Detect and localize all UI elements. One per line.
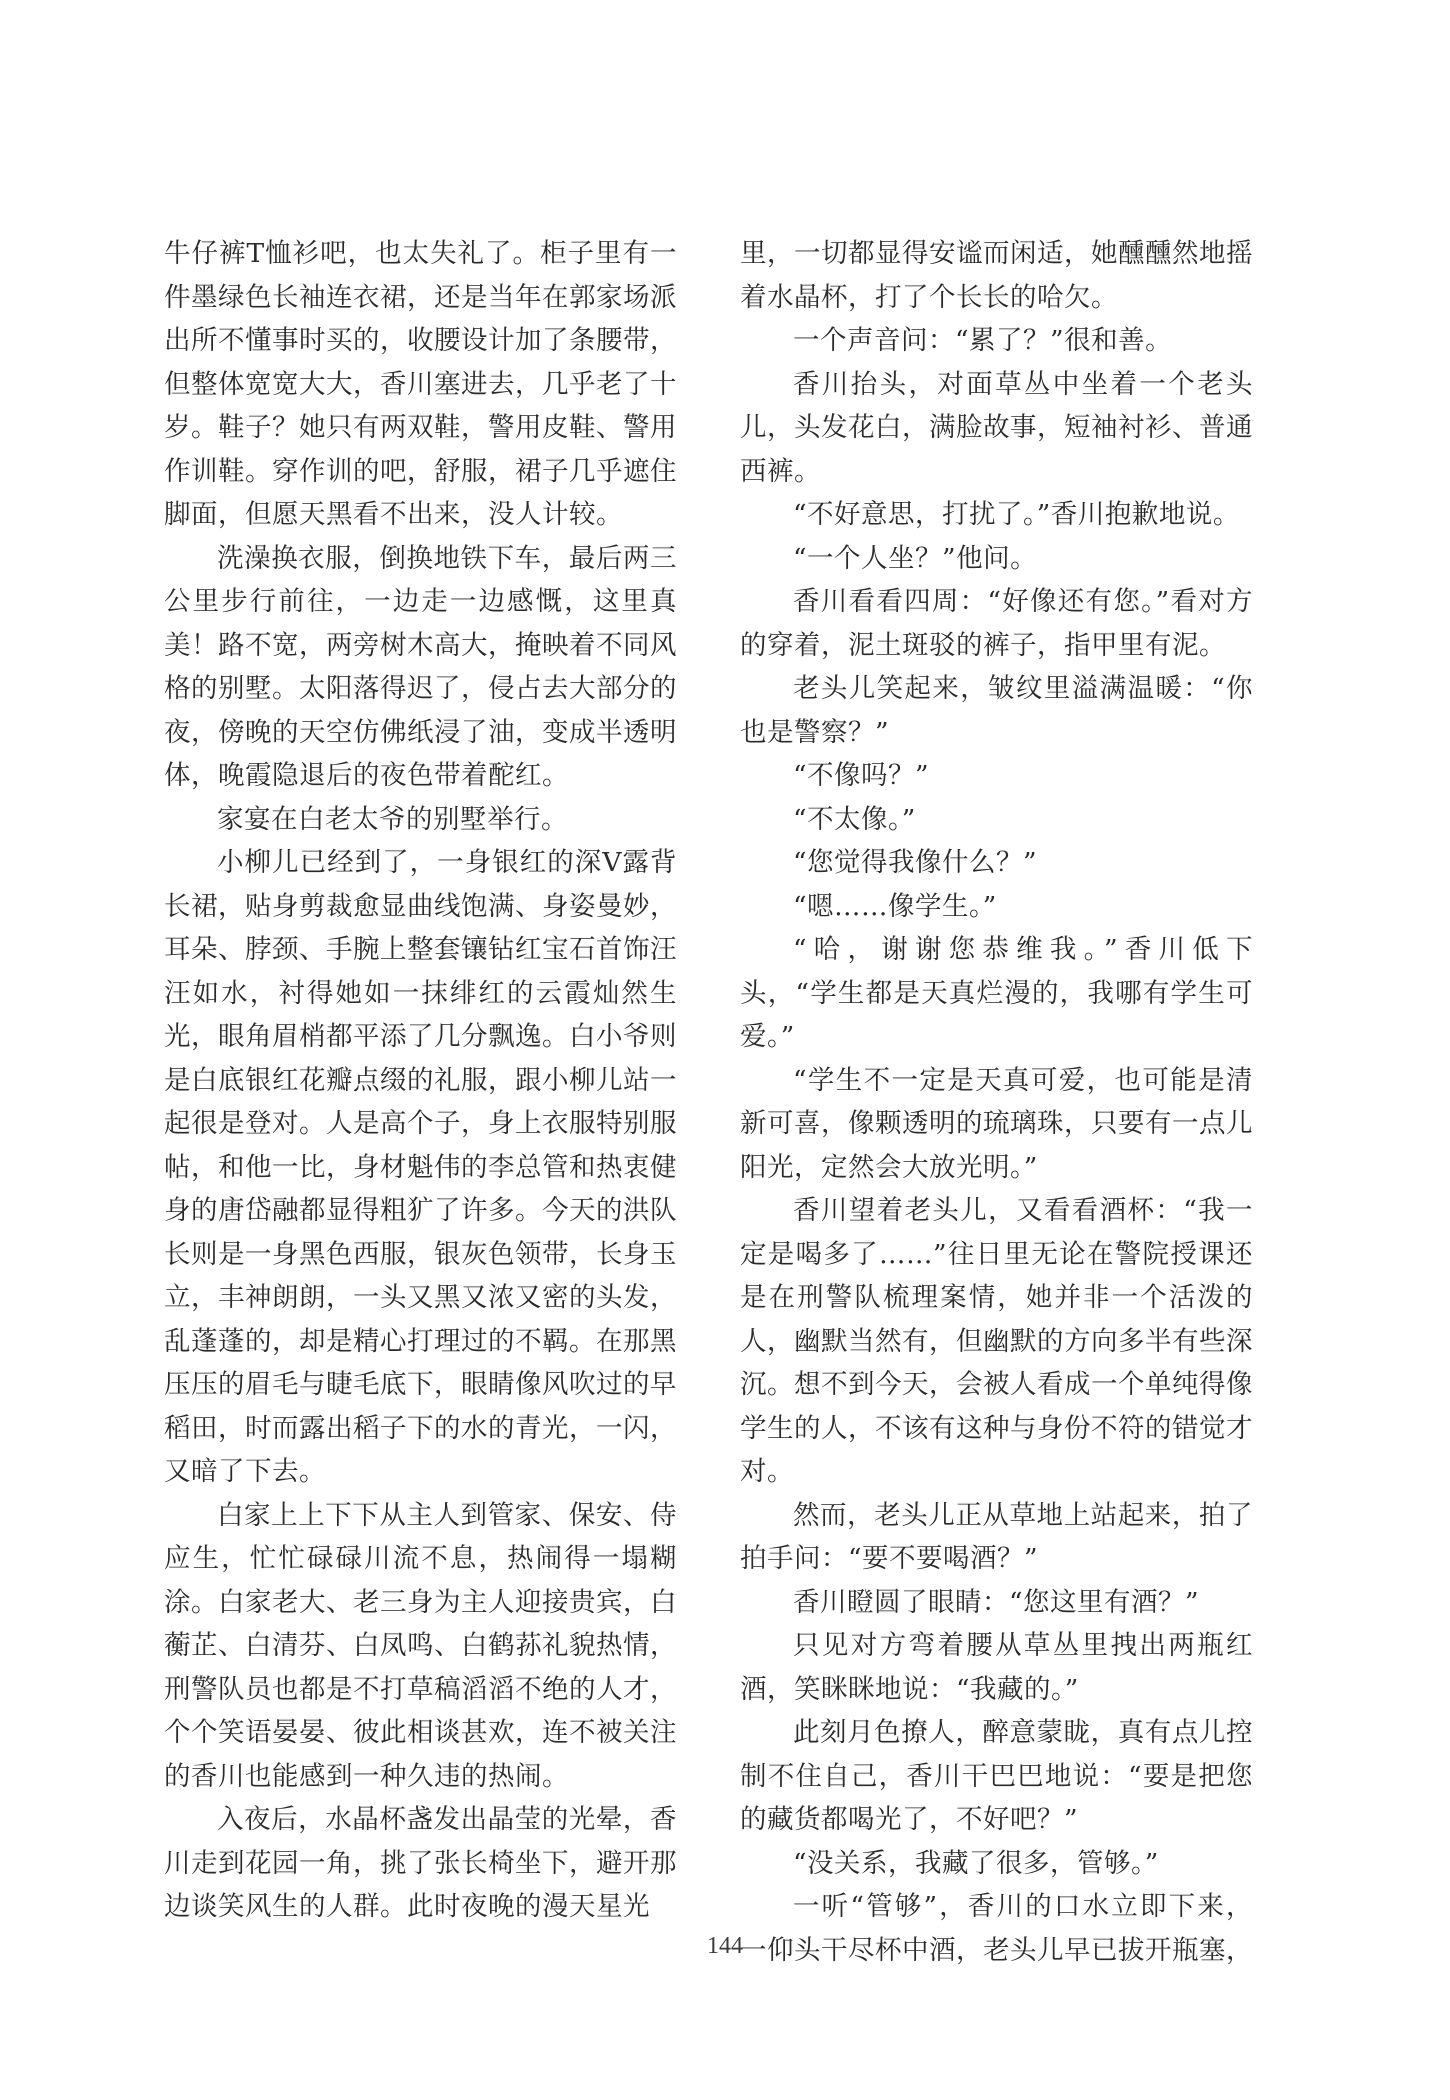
- paragraph: 然而，老头儿正从草地上站起来，拍了拍手问：“要不要喝酒？”: [740, 1499, 1253, 1574]
- paragraph: 洗澡换衣服，倒换地铁下车，最后两三公里步行前往，一边走一边感慨，这里真美！路不宽，两旁树木高大，掩映着不同风格的别墅。太阳落得迟了，侵占去大部分的夜，傍晚的天空仿佛纸浸了油，变成半透明体，晚霞隐退后的夜色带着酡红。: [164, 542, 677, 791]
- paragraph: “学生不一定是天真可爱，也可能是清新可喜，像颗透明的琉璃珠，只要有一点儿阳光，定然会大放光明。”: [740, 1064, 1253, 1183]
- paragraph: “您觉得我像什么？”: [793, 847, 1038, 878]
- right-text-column: [740, 232, 1253, 1972]
- paragraph: “不太像。”: [793, 803, 916, 835]
- paragraph: 一听“管够”，香川的口水立即下来，一仰头干尽杯中酒，老头儿早已拔开瓶塞，: [740, 1891, 1253, 1966]
- paragraph: 香川看看四周：“好像还有您。”看对方的穿着，泥土斑驳的裤子，指甲里有泥。: [740, 586, 1253, 661]
- paragraph: 此刻月色撩人，醉意蒙眬，真有点儿控制不住自己，香川干巴巴地说：“要是把您的藏货都喝光了，不好吧？”: [740, 1717, 1253, 1835]
- paragraph: 香川瞪圆了眼睛：“您这里有酒？”: [793, 1586, 1200, 1618]
- paragraph: 里，一切都显得安谧而闲适，她醺醺然地摇着水晶杯，打了个长长的哈欠。: [740, 238, 1253, 313]
- paragraph: 香川抬头，对面草丛中坐着一个老头儿，头发花白，满脸故事，短袖衬衫、普通西裤。: [740, 368, 1253, 487]
- paragraph: 牛仔裤T恤衫吧，也太失礼了。柜子里有一件墨绿色长袖连衣裙，还是当年在郭家场派出所不懂事时买的，收腰设计加了条腰带，但整体宽宽大大，香川塞进去，几乎老了十岁。鞋子？她只有两双鞋，警用皮鞋、警用作训鞋。穿作训的吧，舒服，裙子几乎遮住脚面，但愿天黑看不出来，没人计较。: [164, 238, 677, 530]
- paragraph: “没关系，我藏了很多，管够。”: [793, 1847, 1159, 1879]
- paragraph: “不好意思，打扰了。”香川抱歉地说。: [793, 499, 1240, 530]
- paragraph: 小柳儿已经到了，一身银红的深V露背长裙，贴身剪裁愈显曲线饱满、身姿曼妙，耳朵、脖颈、手腕上整套镶钻红宝石首饰汪汪如水，衬得她如一抹绯红的云霞灿然生光，眼角眉梢都平添了几分飘逸。白小爷则是白底银红花瓣点缀的礼服，跟小柳儿站一起很是登对。人是高个子，身上衣服特别服帖，和他一比，身材魁伟的李总管和热衷健身的唐岱融都显得粗犷了许多。今天的洪队长则是一身黑色西服，银灰色领带，长身玉立，丰神朗朗，一头又黑又浓又密的头发，乱蓬蓬的，却是精心打理过的不羁。在那黑压压的眉毛与睫毛底下，眼睛像风吹过的早稻田，时而露出稻子下的水的青光，一闪，又暗了下去。: [164, 847, 677, 1487]
- paragraph: 一个声音问：“累了？”很和善。: [793, 325, 1173, 356]
- paragraph: 老头儿笑起来，皱纹里溢满温暖：“你也是警察？”: [740, 673, 1253, 748]
- paragraph: 入夜后，水晶杯盏发出晶莹的光晕，香川走到花园一角，挑了张长椅坐下，避开那边谈笑风生的人群。此时夜晚的漫天星光: [164, 1804, 677, 1922]
- paragraph: 白家上上下下从主人到管家、保安、侍应生，忙忙碌碌川流不息，热闹得一塌糊涂。白家老大、老三身为主人迎接贵宾，白蘅芷、白清芬、白凤鸣、白鹤荪礼貌热情，刑警队员也都是不打草稿滔滔不绝的人才，个个笑语晏晏、彼此相谈甚欢，连不被关注的香川也能感到一种久违的热闹。: [164, 1499, 677, 1792]
- paragraph: “嗯……像学生。”: [793, 890, 997, 922]
- paragraph: “哈，谢谢您恭维我。”香川低下头，“学生都是天真烂漫的，我哪有学生可爱。”: [740, 934, 1253, 1052]
- paragraph: 家宴在白老太爷的别墅举行。: [217, 803, 568, 835]
- paragraph: 只见对方弯着腰从草丛里拽出两瓶红酒，笑眯眯地说：“我藏的。”: [740, 1630, 1253, 1705]
- paragraph: “一个人坐？”他问。: [793, 542, 1038, 574]
- page-number: 144: [707, 1933, 743, 1959]
- paragraph: 香川望着老头儿，又看看酒杯：“我一定是喝多了……”往日里无论在警院授课还是在刑警队梳理案情，她并非一个活泼的人，幽默当然有，但幽默的方向多半有些深沉。想不到今天，会被人看成一个单纯得像学生的人，不该有这种与身份不符的错觉才对。: [740, 1195, 1253, 1487]
- paragraph: “不像吗？”: [793, 760, 930, 791]
- left-text-column: [164, 232, 677, 1929]
